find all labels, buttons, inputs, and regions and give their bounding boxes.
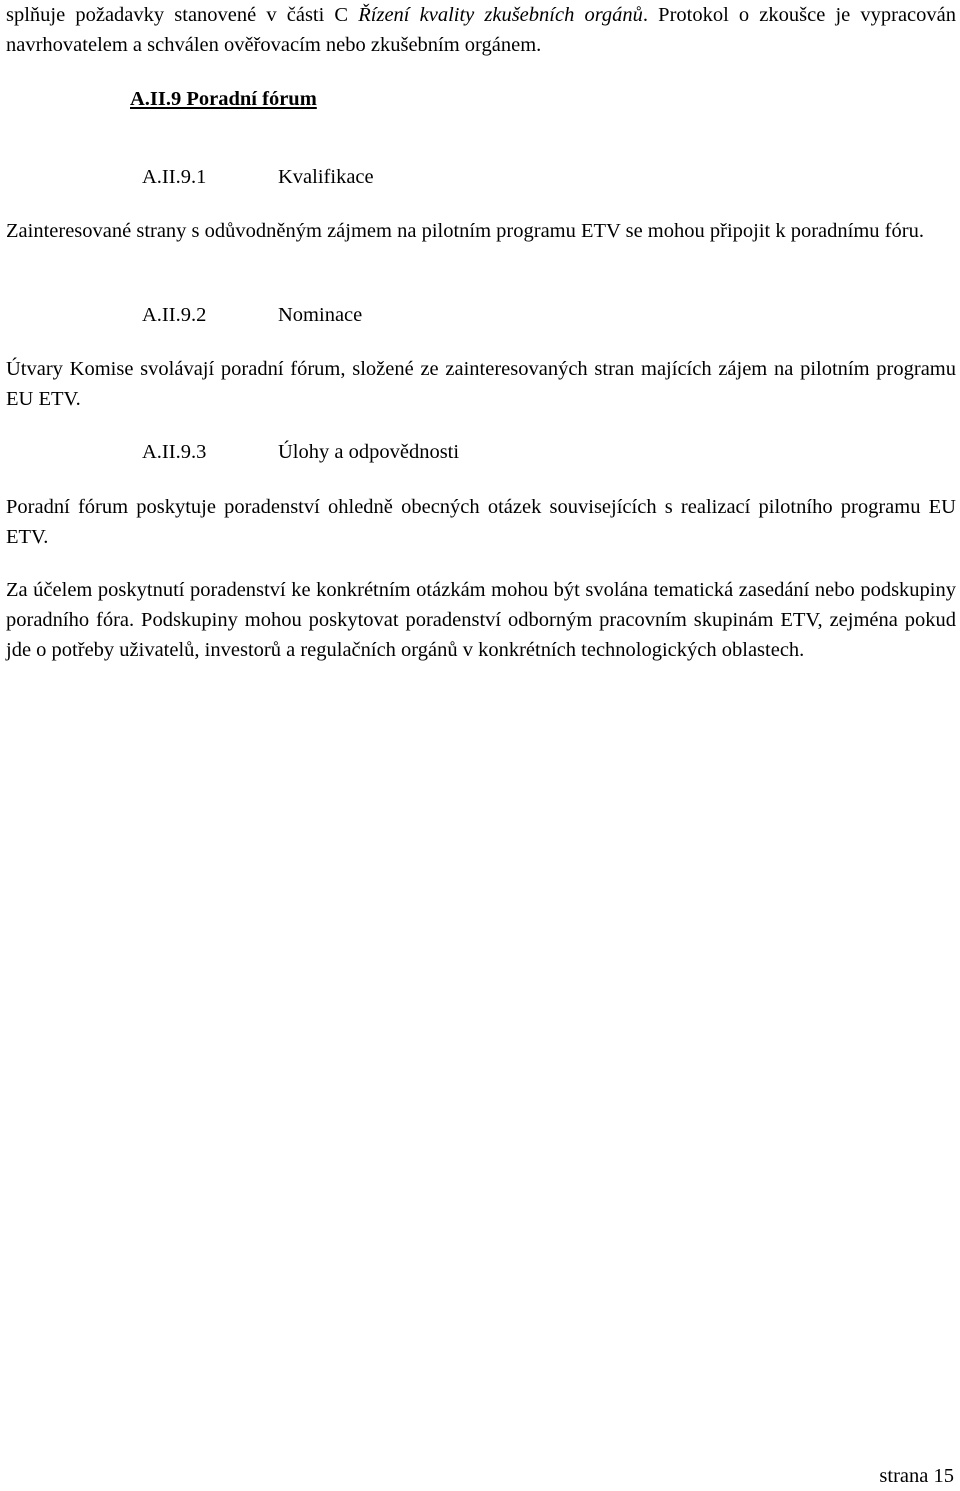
intro-paragraph [6, 0, 956, 60]
subsection-paragraph: Za účelem poskytnutí poradenství ke konkrétním otázkám mohou být svolána tematická zasedání nebo podskupiny poradního fóra. Podskupiny mohou poskytovat poradenství odborným pracovním skupinám ETV, zejména pokud jde o potřeby uživatelů, investorů a regulačních orgánů v konkrétních technologických oblastech. [6, 579, 956, 661]
intro-text-before: splňuje požadavky stanovené v části C [6, 4, 359, 26]
subsection-title: Kvalifikace [278, 166, 374, 188]
intro-text-after: . Protokol o zkoušce je vypracován navrhovatelem a schválen ověřovacím nebo zkušebním orgánem. [6, 4, 956, 56]
subsection-heading [142, 300, 642, 330]
subsection-paragraph: Útvary Komise svolávají poradní fórum, složené ze zainteresovaných stran majících zájem na pilotním programu EU ETV. [6, 358, 956, 410]
subsection-title: Nominace [278, 304, 363, 326]
section-heading: A.II.9 Poradní fórum [130, 88, 317, 110]
subsection-heading [142, 437, 642, 467]
subsection-number: A.II.9.2 [142, 304, 207, 326]
subsection-heading [142, 162, 642, 192]
intro-italic-reference: Řízení kvality zkušebních orgánů [358, 4, 643, 26]
subsection-number: A.II.9.3 [142, 441, 207, 463]
page-number-footer: strana 15 [879, 1465, 954, 1487]
subsection-number: A.II.9.1 [142, 166, 207, 188]
subsection-paragraph: Poradní fórum poskytuje poradenství ohledně obecných otázek souvisejících s realizací pilotního programu EU ETV. [6, 496, 956, 548]
subsection-title: Úlohy a odpovědnosti [278, 441, 460, 463]
subsection-paragraph: Zainteresované strany s odůvodněným zájmem na pilotním programu ETV se mohou připojit k poradnímu fóru. [6, 220, 924, 242]
